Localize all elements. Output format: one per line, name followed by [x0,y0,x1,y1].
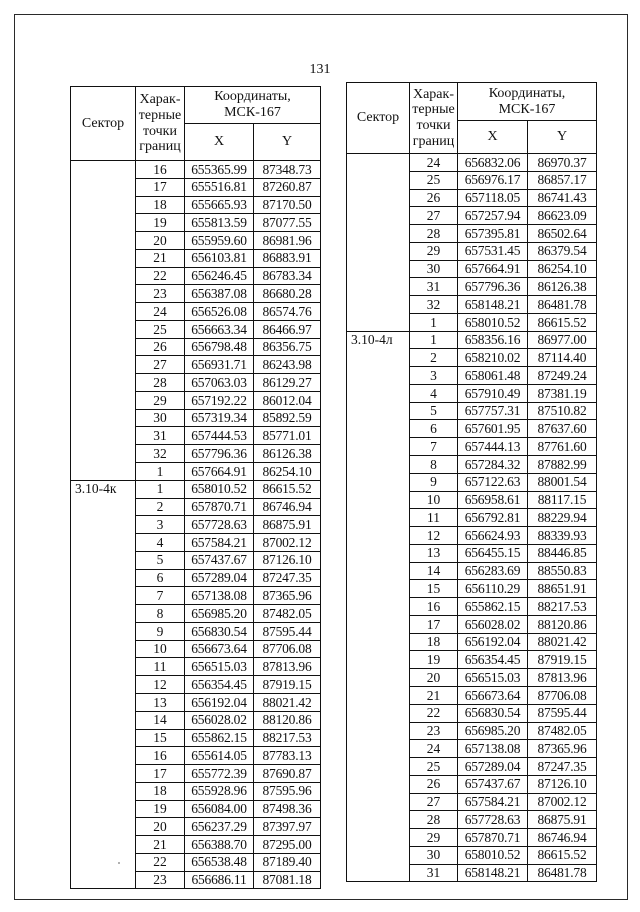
y-cell: 86243.98 [254,356,321,374]
point-cell: 21 [136,836,185,854]
point-cell: 25 [410,758,458,776]
x-cell: 656110.29 [458,580,528,598]
x-cell: 657664.91 [458,260,528,278]
x-cell: 655959.60 [185,232,254,250]
y-cell: 86746.94 [254,498,321,516]
x-cell: 657584.21 [458,793,528,811]
y-cell: 87761.60 [528,438,597,456]
point-cell: 19 [410,651,458,669]
point-cell: 16 [410,598,458,616]
x-cell: 655614.05 [185,747,254,765]
y-cell: 88217.53 [254,729,321,747]
point-cell: 17 [136,765,185,783]
x-cell: 656673.64 [185,640,254,658]
x-cell: 656538.48 [185,853,254,871]
point-cell: 15 [410,580,458,598]
x-cell: 656673.64 [458,686,528,704]
x-cell: 656526.08 [185,303,254,321]
header-points: Харак- терные точки границ [410,83,458,154]
x-cell: 658010.52 [458,313,528,331]
y-cell: 87002.12 [528,793,597,811]
y-cell: 85771.01 [254,427,321,445]
y-cell: 86741.43 [528,189,597,207]
x-cell: 658010.52 [185,480,254,498]
point-cell: 19 [136,214,185,232]
point-cell: 28 [410,225,458,243]
y-cell: 87247.35 [254,569,321,587]
y-cell: 87595.96 [254,782,321,800]
x-cell: 657870.71 [458,829,528,847]
x-cell: 657796.36 [458,278,528,296]
x-cell: 657319.34 [185,409,254,427]
y-cell: 88339.93 [528,527,597,545]
x-cell: 656237.29 [185,818,254,836]
y-cell: 87882.99 [528,456,597,474]
point-cell: 27 [410,793,458,811]
y-cell: 87381.19 [528,384,597,402]
y-cell: 86623.09 [528,207,597,225]
point-cell: 21 [136,249,185,267]
x-cell: 658356.16 [458,331,528,349]
y-cell: 86356.75 [254,338,321,356]
point-cell: 30 [410,846,458,864]
x-cell: 655772.39 [185,765,254,783]
x-cell: 655365.99 [185,161,254,179]
x-cell: 657728.63 [185,516,254,534]
y-cell: 87706.08 [254,640,321,658]
point-cell: 1 [136,480,185,498]
y-cell: 86481.78 [528,296,597,314]
point-cell: 13 [136,693,185,711]
point-cell: 29 [410,242,458,260]
y-cell: 86126.38 [254,445,321,463]
point-cell: 29 [136,391,185,409]
x-cell: 656028.02 [458,615,528,633]
point-cell: 8 [410,456,458,474]
table-row [347,331,597,349]
y-cell: 87919.15 [254,676,321,694]
point-cell: 2 [136,498,185,516]
point-cell: 8 [136,605,185,623]
y-cell: 87595.44 [528,704,597,722]
x-cell: 656028.02 [185,711,254,729]
y-cell: 86254.10 [254,463,321,481]
point-cell: 24 [410,154,458,172]
point-cell: 31 [410,278,458,296]
sector-cell [347,154,410,332]
x-cell: 656792.81 [458,509,528,527]
point-cell: 27 [410,207,458,225]
y-cell: 87919.15 [528,651,597,669]
x-cell: 657289.04 [185,569,254,587]
y-cell: 87813.96 [528,669,597,687]
point-cell: 4 [136,534,185,552]
y-cell: 87348.73 [254,161,321,179]
point-cell: 31 [410,864,458,882]
x-cell: 657870.71 [185,498,254,516]
y-cell: 86875.91 [528,811,597,829]
x-cell: 657138.08 [458,740,528,758]
x-cell: 657063.03 [185,374,254,392]
y-cell: 87365.96 [254,587,321,605]
x-cell: 656985.20 [185,605,254,623]
y-cell: 86481.78 [528,864,597,882]
x-cell: 656985.20 [458,722,528,740]
x-cell: 658210.02 [458,349,528,367]
x-cell: 658148.21 [458,296,528,314]
x-cell: 657138.08 [185,587,254,605]
x-cell: 655862.15 [458,598,528,616]
x-cell: 655813.59 [185,214,254,232]
x-cell: 657444.53 [185,427,254,445]
x-cell: 657289.04 [458,758,528,776]
x-cell: 656283.69 [458,562,528,580]
y-cell: 87260.87 [254,178,321,196]
y-cell: 86783.34 [254,267,321,285]
y-cell: 86126.38 [528,278,597,296]
header-points: Харак- терные точки границ [136,87,185,161]
y-cell: 86615.52 [528,846,597,864]
x-cell: 656354.45 [458,651,528,669]
x-cell: 656798.48 [185,338,254,356]
x-cell: 657757.31 [458,402,528,420]
y-cell: 87295.00 [254,836,321,854]
x-cell: 658061.48 [458,367,528,385]
y-cell: 87706.08 [528,686,597,704]
point-cell: 12 [410,527,458,545]
point-cell: 9 [410,473,458,491]
y-cell: 87498.36 [254,800,321,818]
point-cell: 21 [410,686,458,704]
y-cell: 88120.86 [254,711,321,729]
x-cell: 657601.95 [458,420,528,438]
point-cell: 25 [410,171,458,189]
y-cell: 86857.17 [528,171,597,189]
page-number: 131 [309,62,331,77]
y-cell: 87595.44 [254,622,321,640]
x-cell: 658148.21 [458,864,528,882]
x-cell: 656830.54 [185,622,254,640]
x-cell: 656515.03 [185,658,254,676]
point-cell: 6 [410,420,458,438]
y-cell: 88001.54 [528,473,597,491]
y-cell: 86615.52 [528,313,597,331]
x-cell: 655928.96 [185,782,254,800]
point-cell: 26 [410,189,458,207]
point-cell: 28 [136,374,185,392]
y-cell: 87126.10 [528,775,597,793]
x-cell: 656388.70 [185,836,254,854]
header-sector: Сектор [71,87,136,161]
y-cell: 86875.91 [254,516,321,534]
point-cell: 14 [410,562,458,580]
y-cell: 88120.86 [528,615,597,633]
point-cell: 15 [136,729,185,747]
y-cell: 87077.55 [254,214,321,232]
point-cell: 28 [410,811,458,829]
x-cell: 656958.61 [458,491,528,509]
y-cell: 88550.83 [528,562,597,580]
point-cell: 17 [410,615,458,633]
x-cell: 656455.15 [458,544,528,562]
sector-cell: 3.10-4л [347,331,410,882]
y-cell: 88117.15 [528,491,597,509]
y-cell: 87126.10 [254,551,321,569]
y-cell: 86502.64 [528,225,597,243]
y-cell: 87482.05 [528,722,597,740]
point-cell: 32 [136,445,185,463]
y-cell: 86746.94 [528,829,597,847]
point-cell: 20 [410,669,458,687]
point-cell: 3 [410,367,458,385]
y-cell: 86615.52 [254,480,321,498]
x-cell: 657257.94 [458,207,528,225]
point-cell: 2 [410,349,458,367]
point-cell: 16 [136,161,185,179]
x-cell: 657122.63 [458,473,528,491]
point-cell: 18 [410,633,458,651]
point-cell: 9 [136,622,185,640]
y-cell: 88217.53 [528,598,597,616]
x-cell: 656103.81 [185,249,254,267]
x-cell: 655665.93 [185,196,254,214]
x-cell: 656931.71 [185,356,254,374]
point-cell: 23 [136,285,185,303]
header-y: Y [254,124,321,161]
point-cell: 6 [136,569,185,587]
y-cell: 86012.04 [254,391,321,409]
point-cell: 30 [410,260,458,278]
y-cell: 86466.97 [254,320,321,338]
point-cell: 18 [136,782,185,800]
point-cell: 14 [136,711,185,729]
x-cell: 656686.11 [185,871,254,889]
point-cell: 12 [136,676,185,694]
point-cell: 24 [410,740,458,758]
y-cell: 86254.10 [528,260,597,278]
x-cell: 657728.63 [458,811,528,829]
sector-cell [71,161,136,481]
y-cell: 86680.28 [254,285,321,303]
point-cell: 19 [136,800,185,818]
point-cell: 16 [136,747,185,765]
table-body-right [347,154,597,882]
header-x: X [458,121,528,154]
point-cell: 23 [410,722,458,740]
y-cell: 88446.85 [528,544,597,562]
point-cell: 23 [136,871,185,889]
point-cell: 10 [410,491,458,509]
point-cell: 1 [410,331,458,349]
x-cell: 656976.17 [458,171,528,189]
y-cell: 88021.42 [254,693,321,711]
header-coordinates: Координаты, МСК-167 [458,83,597,121]
point-cell: 18 [136,196,185,214]
x-cell: 657437.67 [458,775,528,793]
y-cell: 86379.54 [528,242,597,260]
y-cell: 87813.96 [254,658,321,676]
y-cell: 85892.59 [254,409,321,427]
x-cell: 656515.03 [458,669,528,687]
scan-speck [118,862,120,864]
y-cell: 88021.42 [528,633,597,651]
y-cell: 87397.97 [254,818,321,836]
x-cell: 657910.49 [458,384,528,402]
table-row [347,154,597,172]
y-cell: 87249.24 [528,367,597,385]
point-cell: 27 [136,356,185,374]
table-body-left [71,161,321,889]
point-cell: 4 [410,384,458,402]
point-cell: 22 [136,853,185,871]
point-cell: 17 [136,178,185,196]
table-row [71,161,321,179]
y-cell: 87690.87 [254,765,321,783]
y-cell: 87170.50 [254,196,321,214]
table-row [71,480,321,498]
point-cell: 26 [136,338,185,356]
point-cell: 1 [410,313,458,331]
point-cell: 25 [136,320,185,338]
x-cell: 657584.21 [185,534,254,552]
x-cell: 656192.04 [458,633,528,651]
point-cell: 29 [410,829,458,847]
point-cell: 1 [136,463,185,481]
x-cell: 657192.22 [185,391,254,409]
x-cell: 656663.34 [185,320,254,338]
y-cell: 87114.40 [528,349,597,367]
x-cell: 657284.32 [458,456,528,474]
sector-cell: 3.10-4к [71,480,136,889]
header-sector: Сектор [347,83,410,154]
x-cell: 657796.36 [185,445,254,463]
point-cell: 7 [136,587,185,605]
x-cell: 657664.91 [185,463,254,481]
point-cell: 32 [410,296,458,314]
point-cell: 5 [136,551,185,569]
point-cell: 7 [410,438,458,456]
point-cell: 11 [410,509,458,527]
x-cell: 657444.13 [458,438,528,456]
point-cell: 22 [410,704,458,722]
point-cell: 26 [410,775,458,793]
x-cell: 656192.04 [185,693,254,711]
point-cell: 3 [136,516,185,534]
x-cell: 657118.05 [458,189,528,207]
header-coordinates: Координаты, МСК-167 [185,87,321,124]
point-cell: 13 [410,544,458,562]
y-cell: 87247.35 [528,758,597,776]
y-cell: 87510.82 [528,402,597,420]
y-cell: 86970.37 [528,154,597,172]
y-cell: 87002.12 [254,534,321,552]
y-cell: 88651.91 [528,580,597,598]
x-cell: 657395.81 [458,225,528,243]
x-cell: 656832.06 [458,154,528,172]
x-cell: 656387.08 [185,285,254,303]
y-cell: 88229.94 [528,509,597,527]
x-cell: 656084.00 [185,800,254,818]
y-cell: 87637.60 [528,420,597,438]
point-cell: 10 [136,640,185,658]
x-cell: 656830.54 [458,704,528,722]
x-cell: 655516.81 [185,178,254,196]
x-cell: 656246.45 [185,267,254,285]
y-cell: 86883.91 [254,249,321,267]
y-cell: 87365.96 [528,740,597,758]
x-cell: 657437.67 [185,551,254,569]
point-cell: 22 [136,267,185,285]
x-cell: 656354.45 [185,676,254,694]
y-cell: 86574.76 [254,303,321,321]
y-cell: 87783.13 [254,747,321,765]
header-x: X [185,124,254,161]
point-cell: 31 [136,427,185,445]
point-cell: 5 [410,402,458,420]
point-cell: 20 [136,818,185,836]
point-cell: 30 [136,409,185,427]
header-y: Y [528,121,597,154]
x-cell: 657531.45 [458,242,528,260]
x-cell: 658010.52 [458,846,528,864]
y-cell: 87482.05 [254,605,321,623]
y-cell: 87189.40 [254,853,321,871]
y-cell: 87081.18 [254,871,321,889]
point-cell: 11 [136,658,185,676]
point-cell: 20 [136,232,185,250]
coordinates-table-right [346,82,597,882]
y-cell: 86977.00 [528,331,597,349]
x-cell: 655862.15 [185,729,254,747]
x-cell: 656624.93 [458,527,528,545]
coordinates-table-left [70,86,321,889]
y-cell: 86129.27 [254,374,321,392]
y-cell: 86981.96 [254,232,321,250]
point-cell: 24 [136,303,185,321]
